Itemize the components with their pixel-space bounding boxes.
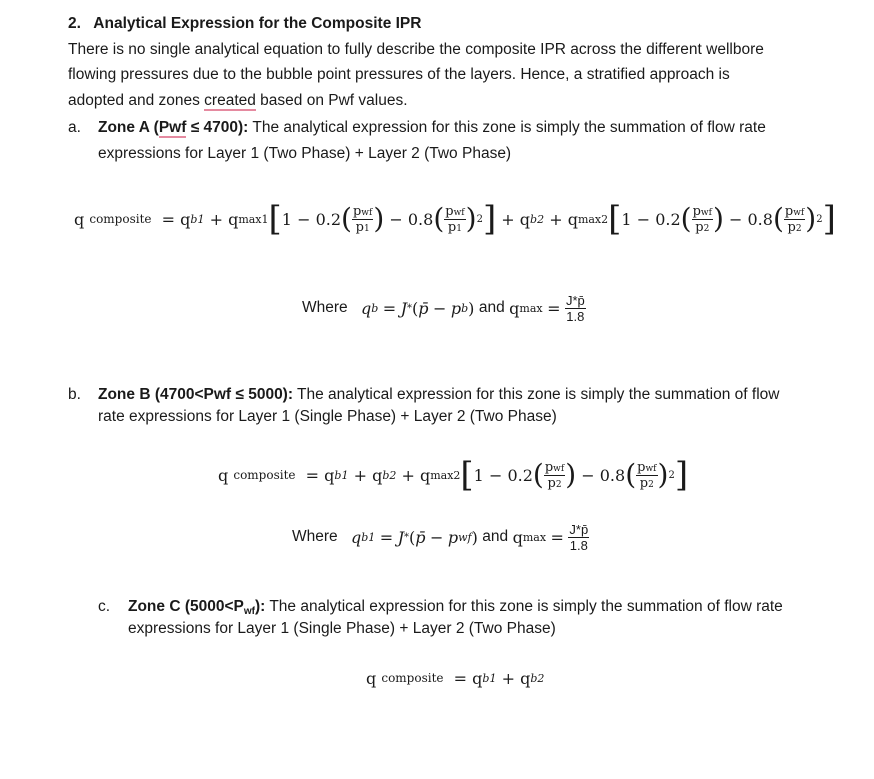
heading-number: 2.: [68, 15, 81, 32]
zone-b-where-line: Where q b1 = J * ( p̄ − p wf ) and q max = $\frac{J*p̄}{1.8}$: [292, 521, 589, 553]
intro-line-2: flowing pressures due to the bubble point pressures of the layers. Hence, a stratified approach is: [68, 66, 730, 83]
section-heading: [68, 11, 421, 36]
zone-a-marker: a.: [68, 119, 81, 136]
zone-a-line-2: expressions for Layer 1 (Two Phase) + Layer 2 (Two Phase): [98, 145, 512, 162]
zone-a-equation: q composite = q b1 + q max1 [ 1 − 0.2 ( $\frac{\text{pwf}}{p1}$ ) − 0.8 ( $\frac{\text{pwf}}{p1}$ ) 2 ] + q b2 + q max2 [ 1 − 0.2 ( $\frac{\text{pwf}}{p2}$ ) − 0.8 ( $\frac{\text{pwf}}{p2}$ ) 2 ]: [74, 199, 836, 239]
zone-a-where-line: Where q b = J * ( p̄ − p b ) and q max = $\frac{J*p̄}{1.8}$: [302, 292, 585, 324]
heading-title: Analytical Expression for the Composite IPR: [93, 15, 422, 32]
zone-b-line-1: Zone B (4700<Pwf ≤ 5000): The analytical expression for this zone is simply the summation of flow: [98, 386, 780, 403]
zone-c-line-1: Zone C (5000<Pwf): The analytical expression for this zone is simply the summation of flow rate: [128, 598, 783, 617]
zone-a-title: Zone A (Pwf ≤ 4700):: [98, 119, 249, 136]
intro-line-3: adopted and zones created based on Pwf values.: [68, 92, 408, 109]
zone-c-line-2: expressions for Layer 1 (Single Phase) + Layer 2 (Two Phase): [128, 620, 556, 637]
zone-b-line-2: rate expressions for Layer 1 (Single Phase) + Layer 2 (Two Phase): [98, 408, 557, 425]
zone-a-line-1: Zone A (Pwf ≤ 4700): The analytical expression for this zone is simply the summation of flow rate: [98, 119, 766, 136]
zone-b-equation: q composite = q b1 + q b2 + q max2 [ 1 − 0.2 ( $\frac{\text{pwf}}{p2}$ ) − 0.8 ( $\frac{\text{pwf}}{p2}$ ) 2 ]: [218, 455, 689, 495]
spellcheck-word: created: [204, 92, 256, 109]
zone-c-title: Zone C (5000<Pwf):: [128, 598, 266, 617]
zone-c-marker: c.: [98, 598, 111, 615]
zone-b-title: Zone B (4700<Pwf ≤ 5000):: [98, 386, 294, 403]
zone-c-equation: q composite = q b1 + q b2: [366, 668, 545, 688]
intro-line-1: There is no single analytical equation to fully describe the composite IPR across the different wellbore: [68, 41, 764, 58]
zone-b-marker: b.: [68, 386, 81, 403]
